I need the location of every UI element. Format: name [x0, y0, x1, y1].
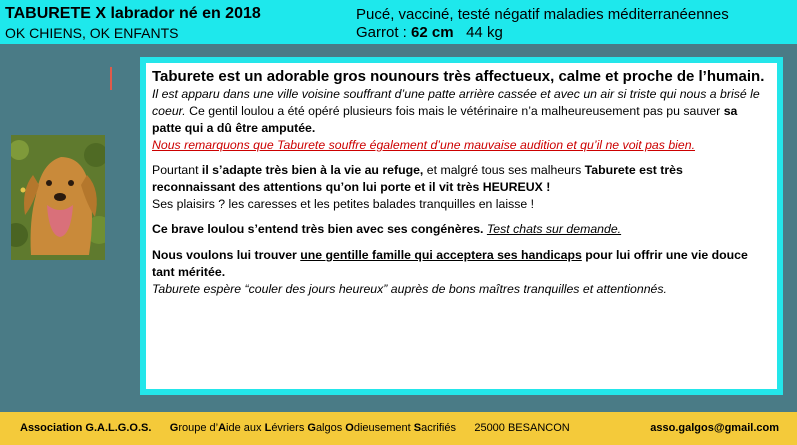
city: 25000 BESANCON — [474, 422, 570, 434]
footer-bar — [0, 412, 797, 445]
adapt-start: Pourtant — [152, 163, 199, 177]
adapt-mid: et malgré tous ses malheurs — [426, 163, 582, 177]
association-info: Association G.A.L.G.O.S. Groupe d’Aide aux Lévriers Galgos Odieusement Sacrifiés 25000 BESANCON — [20, 422, 570, 434]
weight-value: 44 kg — [466, 24, 503, 41]
adapt-bold: il s’adapte très bien à la vie au refuge, — [201, 163, 424, 177]
intro-italic: Il est apparu dans une ville voisine souffrant d’une patte arrière cassée et avec un air si triste qui nous a brisé le coeur. — [152, 87, 760, 118]
closing-line: Taburete espère “couler des jours heureux” auprès de bons maîtres tranquilles et attentionnés. — [152, 282, 667, 296]
dog-title: TABURETE X labrador né en 2018 — [5, 5, 261, 22]
contact-email[interactable]: asso.galgos@gmail.com — [650, 422, 779, 434]
garrot-label: Garrot : — [356, 24, 407, 41]
dog-photo — [11, 135, 105, 260]
intro-bold-end: sa patte qui a dû être amputée. — [152, 104, 738, 135]
adapt-bold2: Taburete est très reconnaissant des attentions qu’on lui porte et il vit très HEUREUX ! — [152, 163, 683, 194]
adoption-card — [140, 57, 783, 395]
measurements — [356, 24, 503, 41]
congeneres-line — [152, 221, 769, 238]
cta-start: Nous voulons lui trouver — [152, 248, 297, 262]
cats-test: Test chats sur demande. — [486, 222, 622, 236]
health-status: Pucé, vacciné, testé négatif maladies méditerranéennes — [356, 6, 729, 23]
header-banner — [0, 0, 797, 44]
decorative-red-line — [110, 67, 112, 90]
cta-underline: une gentille famille qui acceptera ses handicaps — [300, 248, 582, 262]
intro-lead: Taburete est un adorable gros nounours très affectueux, calme et proche de l’humain. — [152, 68, 765, 85]
pleasures-line: Ses plaisirs ? les caresses et les petites balades tranquilles en laisse ! — [152, 197, 535, 211]
intro-rest: Ce gentil loulou a été opéré plusieurs fois mais le vétérinaire n’a malheureusement pas pu sauver — [189, 104, 721, 118]
hearing-note: Nous remarquons que Taburete souffre également d’une mauvaise audition et qu’il ne voit pas bien. — [152, 138, 696, 152]
adaptation-paragraph — [152, 162, 769, 196]
call-to-action — [152, 247, 769, 281]
intro-paragraph — [152, 67, 769, 137]
compatibility-line: OK CHIENS, OK ENFANTS — [5, 25, 179, 41]
congeneres-bold: Ce brave loulou s’entend très bien avec ses congénères. — [152, 222, 484, 236]
cta-end: pour lui offrir une vie douce tant méritée. — [152, 248, 748, 279]
association-name: Association G.A.L.G.O.S. — [20, 422, 152, 434]
garrot-value: 62 cm — [411, 24, 454, 41]
